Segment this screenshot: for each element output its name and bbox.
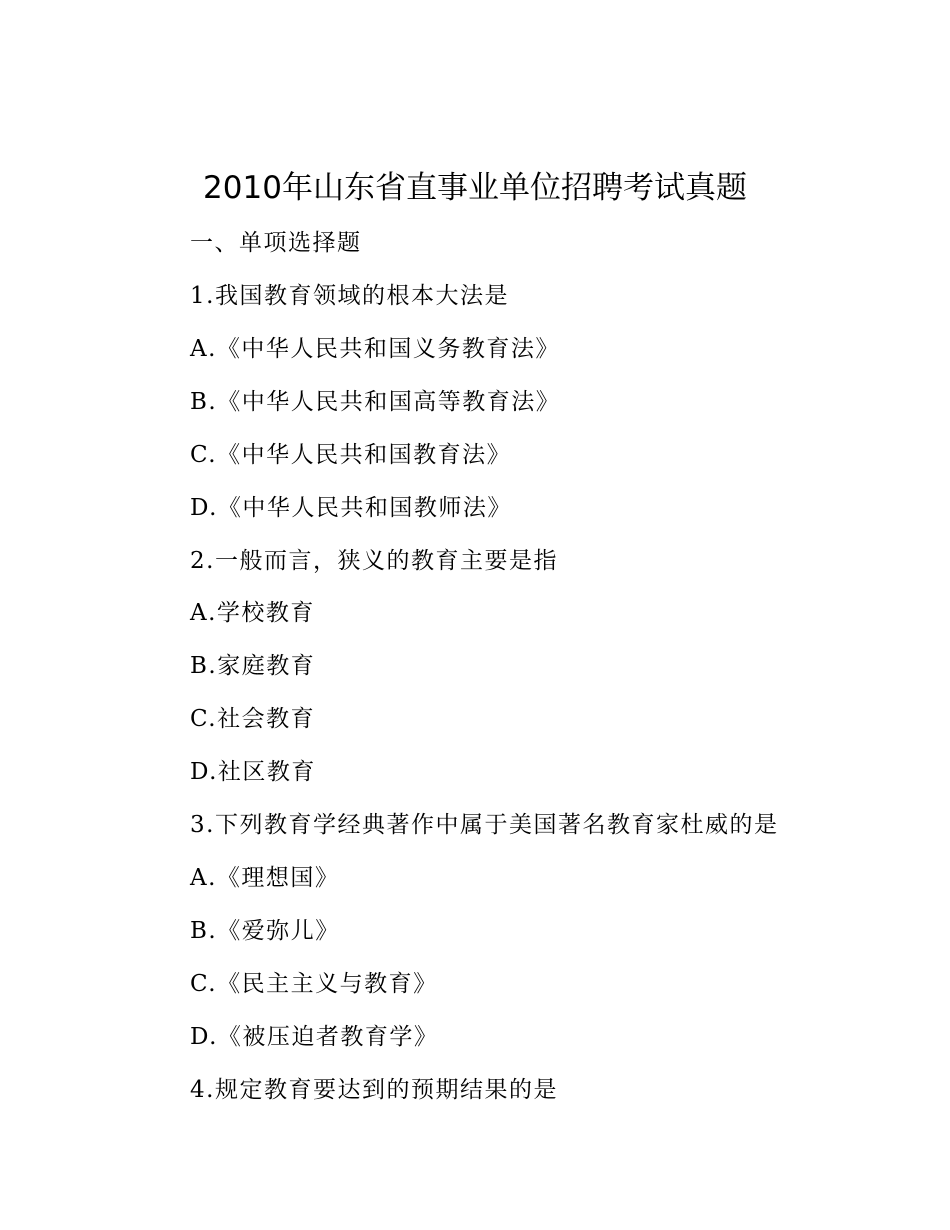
question-1-option-a: A.《中华人民共和国义务教育法》 bbox=[190, 336, 560, 362]
question-3-option-c: C.《民主主义与教育》 bbox=[190, 971, 438, 997]
question-1-option-b: B.《中华人民共和国高等教育法》 bbox=[190, 389, 561, 415]
question-2-option-c: C.社会教育 bbox=[190, 706, 316, 732]
question-4-stem: 4.规定教育要达到的预期结果的是 bbox=[190, 1077, 558, 1103]
question-2-stem: 2.一般而言，狭义的教育主要是指 bbox=[190, 548, 558, 574]
question-3-option-d: D.《被压迫者教育学》 bbox=[190, 1024, 439, 1050]
question-3-option-a: A.《理想国》 bbox=[190, 865, 340, 891]
question-2-option-d: D.社区教育 bbox=[190, 759, 316, 785]
question-3-stem: 3.下列教育学经典著作中属于美国著名教育家杜威的是 bbox=[190, 812, 779, 838]
question-1-option-c: C.《中华人民共和国教育法》 bbox=[190, 442, 512, 468]
question-3-option-b: B.《爱弥儿》 bbox=[190, 918, 340, 944]
question-2-option-a: A.学校教育 bbox=[190, 600, 315, 626]
question-1-stem: 1.我国教育领域的根本大法是 bbox=[190, 283, 509, 309]
section-heading: 一、单项选择题 bbox=[190, 230, 362, 256]
question-2-option-b: B.家庭教育 bbox=[190, 653, 316, 679]
document-title: 2010年山东省直事业单位招聘考试真题 bbox=[203, 170, 747, 206]
question-1-option-d: D.《中华人民共和国教师法》 bbox=[190, 495, 512, 521]
